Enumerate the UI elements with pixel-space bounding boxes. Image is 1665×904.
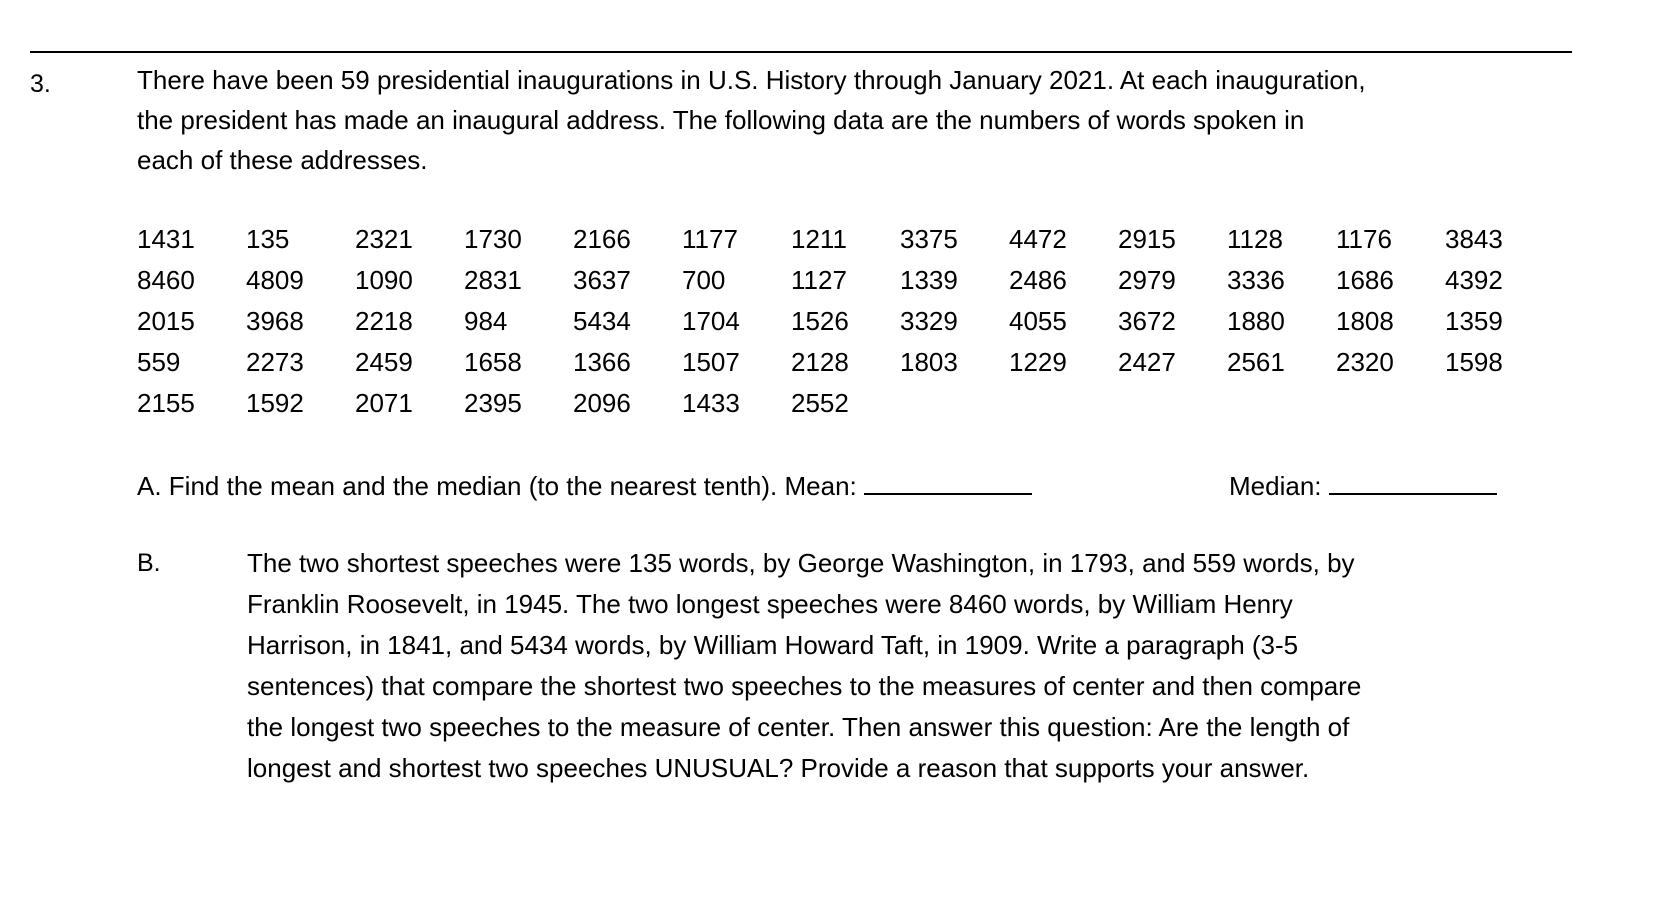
part-b-label: B. [137,549,161,577]
part-b-line: the longest two speeches to the measure of center. Then answer this question: Are the length of [247,712,1350,742]
intro-line: There have been 59 presidential inaugurations in U.S. History through January 2021. At each inauguration, [137,65,1366,95]
data-value: 3375 [900,224,958,254]
data-value: 1526 [791,306,849,336]
data-value: 4392 [1445,265,1503,295]
data-value: 2096 [573,388,631,418]
data-value: 4472 [1009,224,1067,254]
data-value: 1176 [1336,224,1392,254]
data-value: 1090 [355,265,413,295]
data-value: 1177 [682,224,738,254]
data-value: 2459 [355,347,413,377]
median-answer-blank[interactable] [1329,465,1497,495]
data-value: 1339 [900,265,958,295]
data-value: 1808 [1336,306,1394,336]
data-value: 1128 [1227,224,1283,254]
data-value: 3637 [573,265,631,295]
mean-answer-blank[interactable] [864,465,1032,495]
data-value: 2273 [246,347,304,377]
data-value: 2155 [137,388,195,418]
data-value: 8460 [137,265,195,295]
data-value: 3336 [1227,265,1285,295]
part-b-line: Franklin Roosevelt, in 1945. The two longest speeches were 8460 words, by William Henry [247,589,1293,619]
data-value: 1127 [791,265,847,295]
question-number: 3. [30,70,51,98]
data-value: 1686 [1336,265,1394,295]
data-value: 2321 [355,224,413,254]
data-value: 1433 [682,388,740,418]
part-b-line: Harrison, in 1841, and 5434 words, by William Howard Taft, in 1909. Write a paragraph (3-5 [247,630,1299,660]
data-value: 3968 [246,306,304,336]
data-value: 2979 [1118,265,1176,295]
data-value: 1431 [137,224,195,254]
data-value: 1880 [1227,306,1285,336]
data-value: 1211 [791,224,847,254]
data-value: 1658 [464,347,522,377]
data-value: 2128 [791,347,849,377]
median-label: Median: [1229,471,1322,501]
data-value: 2561 [1227,347,1285,377]
data-value: 2552 [791,388,849,418]
part-a-prompt: A. Find the mean and the median (to the nearest tenth). Mean: [137,471,857,501]
data-value: 1507 [682,347,740,377]
data-value: 2071 [355,388,413,418]
data-value: 3329 [900,306,958,336]
data-value: 1229 [1009,347,1067,377]
data-value: 2427 [1118,347,1176,377]
data-value: 3843 [1445,224,1503,254]
data-value: 2831 [464,265,522,295]
data-value: 700 [682,265,726,295]
data-value: 559 [137,347,181,377]
part-b-text [247,543,1637,789]
data-value: 2915 [1118,224,1176,254]
data-value: 2166 [573,224,631,254]
part-b-line: The two shortest speeches were 135 words, by George Washington, in 1793, and 559 words, by [247,548,1355,578]
data-value: 2218 [355,306,413,336]
data-value: 4055 [1009,306,1067,336]
data-value: 1803 [900,347,958,377]
data-value: 2015 [137,306,195,336]
part-b-line: longest and shortest two speeches UNUSUAL? Provide a reason that supports your answer. [247,753,1310,783]
top-divider [30,51,1572,53]
data-value: 2320 [1336,347,1394,377]
data-value: 1598 [1445,347,1503,377]
data-value: 4809 [246,265,304,295]
data-value: 1359 [1445,306,1503,336]
question-intro [137,60,1597,180]
data-value: 2395 [464,388,522,418]
part-a-question [137,465,1032,506]
intro-line: each of these addresses. [137,145,428,175]
data-value: 135 [246,224,290,254]
data-value: 984 [464,306,508,336]
data-value: 3672 [1118,306,1176,336]
data-value: 5434 [573,306,631,336]
data-value: 1592 [246,388,304,418]
data-value: 1704 [682,306,740,336]
intro-line: the president has made an inaugural address. The following data are the numbers of words spoken in [137,105,1305,135]
data-value: 2486 [1009,265,1067,295]
data-value: 1366 [573,347,631,377]
data-value: 1730 [464,224,522,254]
median-question [1229,465,1497,506]
part-b-line: sentences) that compare the shortest two speeches to the measures of center and then compare [247,671,1362,701]
